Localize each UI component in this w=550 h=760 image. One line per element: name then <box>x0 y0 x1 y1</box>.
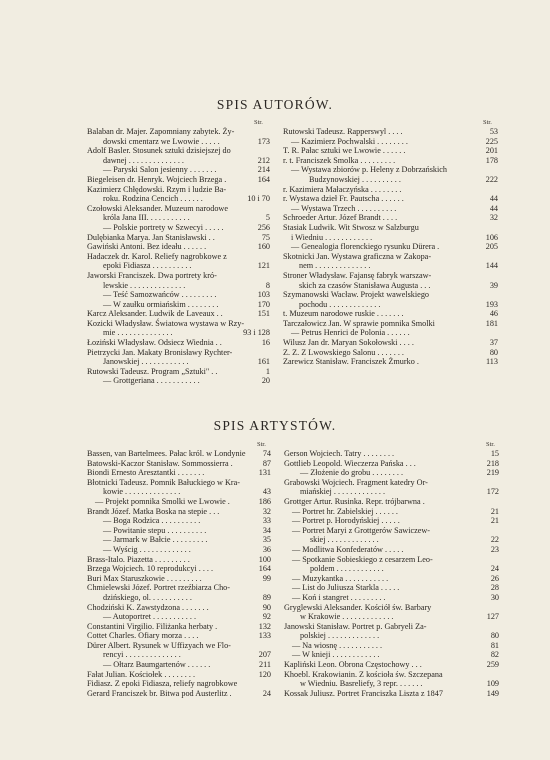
entry-text: — Portret hr. Zabielskiej . . . . . . <box>292 506 398 516</box>
entry-text: Skotnicki Jan. Wystawa graficzna w Zakopa- <box>283 251 432 261</box>
entry-page-number: 22 <box>490 535 499 545</box>
index-entry <box>87 497 271 507</box>
entry-text: Gawiński Antoni. Bez ideału . . . . . . <box>87 242 207 252</box>
entry-text: r. Wystawa dzieł Fr. Pautscha . . . . . . <box>283 194 404 204</box>
entry-text: nem . . . . . . . . . . . . . . <box>299 261 371 271</box>
index-entry <box>87 660 271 670</box>
index-entry <box>87 165 270 175</box>
index-entry <box>87 242 270 252</box>
entry-text: Chmielewski Józef. Portret rzeźbiarza Cho- <box>87 583 231 593</box>
index-entry <box>284 660 499 670</box>
index-entry <box>283 213 498 223</box>
entry-text: — Boga Rodzica . . . . . . . . . . <box>103 516 201 526</box>
index-entry <box>87 223 270 233</box>
index-entry <box>87 233 270 243</box>
index-entry <box>284 497 499 507</box>
entry-page-number: 21 <box>490 506 499 516</box>
index-entry <box>283 127 498 137</box>
entry-text: Zarewicz Stanisław. Franciszek Żmurko . <box>283 357 419 367</box>
index-entry <box>283 309 498 319</box>
index-entry <box>283 319 498 329</box>
index-entry <box>87 127 270 137</box>
entry-text: Biondi Ernesto Aresztantki . . . . . . . <box>87 468 205 478</box>
entry-page-number: 44 <box>489 203 498 213</box>
entry-text: — Koń i stangret . . . . . . . . . <box>292 592 386 602</box>
entry-text: — Portret Maryi z Grottgerów Sawiczew- <box>292 525 431 535</box>
entry-text: — Grottgeriana . . . . . . . . . . . <box>103 376 200 386</box>
entry-text: w Krakowie . . . . . . . . . . . . . <box>300 612 394 622</box>
entry-page-number: 149 <box>486 688 499 698</box>
entry-page-number: 205 <box>485 242 498 252</box>
artists-section-title: SPIS ARTYSTÓW. <box>213 418 337 433</box>
entry-page-number: 24 <box>262 688 271 698</box>
index-entry <box>87 290 270 300</box>
index-entry <box>284 449 499 459</box>
entry-page-number: 93 i 128 <box>243 328 270 338</box>
entry-page-number: 34 <box>262 525 271 535</box>
index-entry <box>284 612 499 622</box>
entry-text: T. R. Pałac sztuki we Lwowie . . . . . . <box>283 146 406 156</box>
index-entry <box>87 555 271 565</box>
entry-page-number: 33 <box>262 516 271 526</box>
entry-text: roku. Rodzina Cencich . . . . . . <box>103 194 203 204</box>
entry-text: — Genealogia florenckiego rysunku Dürera . <box>291 242 440 252</box>
index-entry <box>87 328 270 338</box>
entry-page-number: 8 <box>265 280 270 290</box>
index-entry <box>87 271 270 281</box>
entry-page-number: 23 <box>490 544 499 554</box>
entry-text: Adolf Basler. Stosunek sztuki dzisiejszej do <box>87 146 231 156</box>
entry-text: Cottet Charles. Ofiary morza . . . . <box>87 631 199 641</box>
index-entry <box>283 194 498 204</box>
entry-text: — Portret p. Horodyńskiej . . . . . <box>292 516 400 526</box>
index-entry <box>87 507 271 517</box>
entry-text: Z. Z. Z Lwowskiego Salonu . . . . . . . <box>283 347 404 357</box>
entry-page-number: 256 <box>257 222 270 232</box>
entry-page-number: 16 <box>261 338 270 348</box>
entry-text: Brandt Józef. Matka Boska na stepie . . . <box>87 506 220 516</box>
entry-page-number: 81 <box>490 640 499 650</box>
entry-text: r. t. Franciszek Smolka . . . . . . . . . <box>283 155 396 165</box>
index-entry <box>87 146 270 156</box>
entry-text: — W zaułku ormiańskim . . . . . . . . <box>103 299 219 309</box>
entry-text: — Modlitwa Konfederatów . . . . . <box>292 544 404 554</box>
index-entry <box>284 526 499 536</box>
index-entry <box>87 449 271 459</box>
index-entry <box>87 564 271 574</box>
entry-text: Fidiasz. Z epoki Fidiasza, reliefy nagrobkowe <box>87 679 238 689</box>
entry-text: Tarczałowicz Jan. W sprawie pomnika Smolki <box>283 318 435 328</box>
entry-text: Wilusz Jan dr. Maryan Sokołowski . . . . <box>283 338 414 348</box>
entry-text: dowski cmentarz we Lwowie . . . . . <box>103 136 220 146</box>
index-entry <box>87 670 271 680</box>
index-entry <box>87 622 271 632</box>
entry-page-number: 43 <box>262 487 271 497</box>
index-entry <box>87 137 270 147</box>
index-entry <box>283 357 498 367</box>
index-entry <box>284 555 499 565</box>
entry-text: Kossak Juliusz. Portret Franciszka Liszta z 1847 <box>284 688 443 698</box>
entry-text: Stasiak Ludwik. Wit Stwosz w Salzburgu <box>283 222 419 232</box>
index-entry <box>87 487 271 497</box>
entry-text: — Petrus Henrici de Polonia . . . . . . <box>291 328 410 338</box>
entry-page-number: 20 <box>261 376 270 386</box>
index-entry <box>283 348 498 358</box>
entry-page-number: 160 <box>257 242 270 252</box>
entry-text: Grabowski Wojciech. Fragment katedry Or- <box>284 477 428 487</box>
entry-page-number: 225 <box>485 136 498 146</box>
entry-page-number: 222 <box>485 174 498 184</box>
entry-text: Gerson Wojciech. Tatry . . . . . . . . <box>284 449 395 458</box>
entry-page-number: 87 <box>262 458 271 468</box>
entry-page-number: 259 <box>486 660 499 670</box>
entry-page-number: 181 <box>485 318 498 328</box>
entry-page-number: 80 <box>489 347 498 357</box>
authors-section-title: SPIS AUTORÓW. <box>216 97 334 112</box>
entry-text: Hadaczek dr. Karol. Reliefy nagrobkowe z <box>87 251 227 261</box>
index-entry <box>283 233 498 243</box>
index-entry <box>284 516 499 526</box>
entry-page-number: 113 <box>486 357 498 367</box>
entry-page-number: 151 <box>257 309 270 319</box>
entry-text: Balaban dr. Majer. Zapomniany zabytek. Ży- <box>87 127 235 136</box>
index-entry <box>87 300 270 310</box>
entry-page-number: 103 <box>257 290 270 300</box>
entry-text: Błotnicki Tadeusz. Pomnik Bałuckiego w Kra- <box>87 477 240 487</box>
entry-text: Chodziński K. Zawstydzona . . . . . . . <box>87 602 209 612</box>
index-entry <box>284 459 499 469</box>
index-entry <box>284 622 499 632</box>
entry-text: — Autoportret . . . . . . . . . . . <box>103 612 197 622</box>
entry-text: w Wiedniu. Basreliefy, 3 repr. . . . . . . <box>300 679 423 689</box>
index-entry <box>87 338 270 348</box>
entry-text: t. Muzeum narodowe ruskie . . . . . . . <box>283 309 404 319</box>
entry-text: Dürer Albert. Rysunek w Uffizyach we Flo- <box>87 640 231 650</box>
index-entry <box>87 535 271 545</box>
index-entry <box>87 261 270 271</box>
index-entry <box>87 357 270 367</box>
index-entry <box>284 583 499 593</box>
entry-text: Kapliński Leon. Obrona Częstochowy . . . <box>284 660 422 670</box>
entry-text: Fałat Julian. Kościołek . . . . . . . . <box>87 669 196 679</box>
index-entry <box>283 328 498 338</box>
index-entry <box>283 261 498 271</box>
entry-text: Rutowski Tadeusz. Rapperswyl . . . . <box>283 127 403 136</box>
index-entry <box>283 204 498 214</box>
index-entry <box>284 564 499 574</box>
entry-text: Kozicki Władysław. Światowa wystawa w Rzy- <box>87 318 245 328</box>
index-entry <box>283 281 498 291</box>
entry-page-number: 131 <box>258 468 271 478</box>
entry-page-number: 74 <box>262 449 271 458</box>
index-entry <box>87 526 271 536</box>
entry-text: Brass-Italo. Piazetta . . . . . . . . . <box>87 554 190 564</box>
entry-page-number: 201 <box>485 146 498 156</box>
index-entry <box>87 545 271 555</box>
entry-page-number: 133 <box>258 631 271 641</box>
entry-text: — W knieji . . . . . . . . . . . . <box>292 650 380 660</box>
entry-text: — Spotkanie Sobieskiego z cesarzem Leo- <box>292 554 433 564</box>
entry-text: pochodu . . . . . . . . . . . . . <box>299 299 381 309</box>
entry-page-number: 15 <box>490 449 499 458</box>
entry-text: — Ołtarz Baumgartenów . . . . . . <box>103 660 211 670</box>
entry-text: Brzega Wojciech. 10 reprodukcyi . . . . <box>87 564 214 574</box>
artists-right-page-header: Str. <box>486 441 495 448</box>
index-entry <box>87 574 271 584</box>
entry-page-number: 28 <box>490 583 499 593</box>
entry-page-number: 164 <box>258 564 271 574</box>
index-entry <box>87 194 270 204</box>
entry-text: — Jarmark w Bałcie . . . . . . . . . <box>103 535 208 545</box>
entry-page-number: 37 <box>489 338 498 348</box>
authors-left-page-header: Str. <box>254 119 263 126</box>
entry-text: Pietrzycki Jan. Makaty Bronisławy Rychter- <box>87 347 233 357</box>
index-entry <box>283 300 498 310</box>
entry-page-number: 161 <box>257 357 270 367</box>
entry-text: — Powitanie stepu . . . . . . . . . . <box>103 525 207 535</box>
index-entry <box>284 468 499 478</box>
entry-text: kowie . . . . . . . . . . . . . . <box>103 487 181 497</box>
index-entry <box>284 545 499 555</box>
index-entry <box>284 650 499 660</box>
artists-left-column <box>87 449 271 698</box>
entry-text: — Wystawa Trzech . . . . . . . . . . <box>291 203 397 213</box>
entry-page-number: 212 <box>257 155 270 165</box>
index-entry <box>87 689 271 699</box>
entry-text: r. Kazimiera Małaczyńska . . . . . . . . <box>283 184 402 194</box>
authors-left-column <box>87 127 270 386</box>
entry-text: skiej . . . . . . . . . . . . . <box>310 535 379 545</box>
index-entry <box>283 338 498 348</box>
index-entry <box>283 290 498 300</box>
entry-text: Łoziński Władysław. Odsiecz Wiednia . . <box>87 338 222 348</box>
entry-text: Karcz Aleksander. Ludwik de Laveaux . . <box>87 309 223 319</box>
entry-text: i Wiedniu . . . . . . . . . . . . <box>291 232 373 242</box>
index-entry <box>87 185 270 195</box>
entry-page-number: 36 <box>262 544 271 554</box>
index-entry <box>283 137 498 147</box>
entry-text: Jaworski Franciszek. Dwa portrety kró- <box>87 270 217 280</box>
index-entry <box>284 603 499 613</box>
entry-page-number: 44 <box>489 194 498 204</box>
entry-text: Rutowski Tadeusz. Program „Sztuki" . . <box>87 366 218 376</box>
entry-page-number: 82 <box>490 650 499 660</box>
authors-right-column <box>283 127 498 367</box>
entry-page-number: 80 <box>490 631 499 641</box>
entry-page-number: 75 <box>261 232 270 242</box>
entry-text: króla Jana III. . . . . . . . . . . <box>103 213 190 223</box>
index-entry <box>87 156 270 166</box>
entry-page-number: 211 <box>259 660 271 670</box>
index-entry <box>87 309 270 319</box>
entry-page-number: 173 <box>257 136 270 146</box>
entry-text: Grottger Artur. Rusinka. Repr. trójbarwna . <box>284 496 425 506</box>
index-entry <box>283 271 498 281</box>
entry-text: Stroner Władysław. Fajansę fabryk warszaw- <box>283 270 432 280</box>
entry-text: Szymanowski Wacław. Projekt wawelskiego <box>283 290 430 300</box>
index-entry <box>87 603 271 613</box>
entry-text: rencyi . . . . . . . . . . . . . . <box>103 650 181 660</box>
index-entry <box>284 670 499 680</box>
entry-page-number: 219 <box>486 468 499 478</box>
entry-page-number: 193 <box>485 299 498 309</box>
entry-page-number: 32 <box>489 213 498 223</box>
entry-text: — Złożenie do grobu . . . . . . . . <box>300 468 404 478</box>
entry-page-number: 120 <box>258 669 271 679</box>
entry-page-number: 186 <box>258 496 271 506</box>
entry-text: Schroeder Artur. Józef Brandt . . . . <box>283 213 398 223</box>
index-entry <box>283 242 498 252</box>
index-entry <box>87 612 271 622</box>
entry-page-number: 92 <box>262 612 271 622</box>
entry-page-number: 10 i 70 <box>247 194 270 204</box>
entry-page-number: 100 <box>258 554 271 564</box>
entry-text: — Na wiosnę . . . . . . . . . . . <box>292 640 383 650</box>
entry-text: lewskie . . . . . . . . . . . . . . <box>103 280 186 290</box>
entry-page-number: 132 <box>258 621 271 631</box>
entry-text: polskiej . . . . . . . . . . . . . <box>300 631 380 641</box>
index-entry <box>87 468 271 478</box>
entry-text: Gerard Franciszek br. Bitwa pod Austerlitz . <box>87 688 232 698</box>
index-entry <box>87 650 271 660</box>
entry-text: miańskiej . . . . . . . . . . . . . <box>300 487 386 497</box>
index-entry <box>87 641 271 651</box>
entry-page-number: 127 <box>486 612 499 622</box>
entry-text: Janowskiej . . . . . . . . . . . . <box>103 357 189 367</box>
entry-text: — Wyścig . . . . . . . . . . . . . <box>103 544 191 554</box>
index-entry <box>283 223 498 233</box>
entry-page-number: 89 <box>262 592 271 602</box>
index-entry <box>87 213 270 223</box>
entry-text: Gottlieb Leopold. Wieczerza Pańska . . . <box>284 458 416 468</box>
index-entry <box>284 631 499 641</box>
index-entry <box>283 146 498 156</box>
index-entry <box>283 156 498 166</box>
index-entry <box>87 175 270 185</box>
entry-page-number: 106 <box>485 232 498 242</box>
entry-text: epoki Fidiasza . . . . . . . . . . <box>103 261 192 271</box>
entry-text: — Wystawa zbiorów p. Heleny z Dobrzańskich <box>291 165 448 175</box>
entry-page-number: 144 <box>485 261 498 271</box>
entry-page-number: 5 <box>265 213 270 223</box>
index-entry <box>284 679 499 689</box>
index-entry <box>284 507 499 517</box>
entry-page-number: 172 <box>486 487 499 497</box>
entry-page-number: 178 <box>485 155 498 165</box>
entry-text: — Muzykantka . . . . . . . . . . . <box>292 573 389 583</box>
entry-page-number: 32 <box>262 506 271 516</box>
entry-page-number: 99 <box>262 573 271 583</box>
index-entry <box>87 367 270 377</box>
index-entry <box>87 583 271 593</box>
entry-page-number: 39 <box>489 280 498 290</box>
entry-text: poldem . . . . . . . . . . . . <box>310 564 384 574</box>
entry-page-number: 1 <box>265 366 270 376</box>
entry-text: — Projekt pomnika Smolki we Lwowie . <box>95 496 230 506</box>
entry-text: mie . . . . . . . . . . . . . . <box>103 328 173 338</box>
entry-page-number: 218 <box>486 458 499 468</box>
entry-text: Gryglewski Aleksander. Kościół św. Barbary <box>284 602 432 612</box>
entry-text: dawnej . . . . . . . . . . . . . . <box>103 155 184 165</box>
entry-page-number: 53 <box>489 127 498 136</box>
entry-text: — Paryski Salon jesienny . . . . . . . <box>103 165 217 175</box>
index-entry <box>284 487 499 497</box>
entry-text: — Teść Samozwańców . . . . . . . . . <box>103 290 217 300</box>
entry-text: — Kazimierz Pochwalski . . . . . . . . <box>291 136 408 146</box>
entry-text: Janowski Stanisław. Portret p. Gabryeli Za- <box>284 621 427 631</box>
entry-text: Batowski-Kaczor Stanisław. Sommossierra . <box>87 458 233 468</box>
entry-page-number: 26 <box>490 573 499 583</box>
index-entry <box>87 319 270 329</box>
entry-page-number: 121 <box>257 261 270 271</box>
entry-text: Buri Max Staruszkowie . . . . . . . . . <box>87 573 202 583</box>
index-entry <box>87 516 271 526</box>
index-entry <box>284 593 499 603</box>
entry-text: Constantini Virgilio. Filiżanka herbaty . <box>87 621 218 631</box>
entry-page-number: 214 <box>257 165 270 175</box>
entry-text: dzińskiego, ol. . . . . . . . . . . <box>103 592 192 602</box>
entry-text: — List do Juliusza Starkla . . . . . <box>292 583 400 593</box>
index-entry <box>284 574 499 584</box>
index-entry <box>284 535 499 545</box>
index-entry <box>87 593 271 603</box>
entry-page-number: 30 <box>490 592 499 602</box>
entry-page-number: 109 <box>486 679 499 689</box>
index-entry <box>284 478 499 488</box>
entry-page-number: 46 <box>489 309 498 319</box>
entry-page-number: 207 <box>258 650 271 660</box>
authors-right-page-header: Str. <box>483 119 492 126</box>
index-entry <box>283 165 498 175</box>
index-entry <box>283 175 498 185</box>
entry-text: Kazimierz Chłędowski. Rzym i ludzie Ba- <box>87 184 227 194</box>
index-entry <box>87 459 271 469</box>
entry-page-number: 90 <box>262 602 271 612</box>
entry-text: Budzynowskiej . . . . . . . . . . <box>309 174 401 184</box>
entry-text: Khoebl. Krakowianin. Z kościoła św. Szczepana <box>284 669 443 679</box>
index-entry <box>87 679 271 689</box>
artists-left-page-header: Str. <box>257 441 266 448</box>
index-entry <box>87 204 270 214</box>
entry-page-number: 24 <box>490 564 499 574</box>
entry-text: skich za czasów Stanisława Augusta . . . <box>299 280 431 290</box>
index-entry <box>87 252 270 262</box>
index-entry <box>283 252 498 262</box>
entry-text: Bassen, van Bartelmees. Pałac król. w Londynie <box>87 449 246 458</box>
index-entry <box>87 631 271 641</box>
entry-text: Dulębianka Marya. Jan Stanisławski . . <box>87 232 215 242</box>
entry-page-number: 170 <box>257 299 270 309</box>
index-entry <box>283 185 498 195</box>
entry-text: — Polskie portrety w Szwecyi . . . . . <box>103 222 224 232</box>
entry-page-number: 21 <box>490 516 499 526</box>
index-entry <box>87 376 270 386</box>
index-entry <box>87 478 271 488</box>
entry-text: Biegeleisen dr. Henryk. Wojciech Brzega . <box>87 174 227 184</box>
artists-right-column <box>284 449 499 698</box>
entry-text: Czołowski Aleksander. Muzeum narodowe <box>87 203 228 213</box>
entry-page-number: 35 <box>262 535 271 545</box>
index-entry <box>284 689 499 699</box>
index-entry <box>87 281 270 291</box>
index-entry <box>87 348 270 358</box>
index-entry <box>284 641 499 651</box>
entry-page-number: 164 <box>257 174 270 184</box>
